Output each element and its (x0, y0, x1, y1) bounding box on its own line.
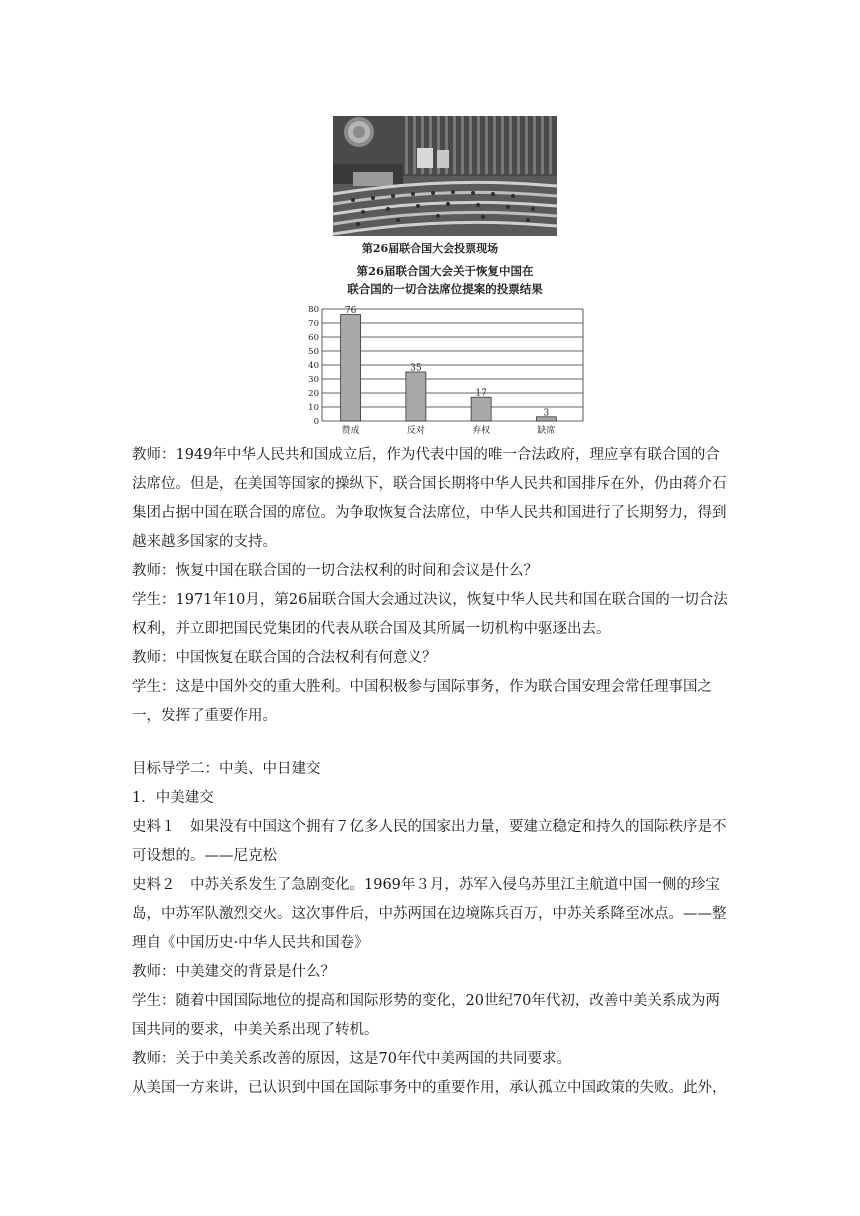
chart-title (0, 262, 860, 298)
chart-title-line-1: 第26届联合国大会关于恢复中国在 (356, 264, 534, 278)
y-tick-label: 0 (313, 417, 319, 427)
bar-1 (406, 372, 426, 421)
data-label-3: 3 (543, 408, 550, 419)
category-label-0: 赞成 (341, 426, 360, 436)
y-tick-label: 20 (308, 389, 319, 399)
y-tick-label: 10 (308, 403, 319, 413)
category-label-1: 反对 (406, 426, 425, 436)
un-assembly-photo (333, 116, 557, 236)
category-label-3: 缺席 (537, 426, 556, 436)
category-label-2: 弃权 (472, 426, 491, 436)
bar-2 (471, 397, 491, 421)
subsection-title: 1．中美建交 (132, 790, 214, 806)
vote-bar-chart (300, 300, 590, 444)
section-two (132, 755, 732, 1103)
teacher-question-3: 教师：中美建交的背景是什么？ (132, 964, 335, 980)
teacher-question-2: 教师：中国恢复在联合国的合法权利有何意义？ (132, 650, 437, 666)
data-label-0: 76 (344, 306, 357, 317)
student-answer-2: 学生：这是中国外交的重大胜利。中国积极参与国际事务，作为联合国安理会常任理事国之一，发挥了重要作用。 (132, 679, 712, 724)
chart-title-line-2: 联合国的一切合法席位提案的投票结果 (347, 282, 543, 296)
bar-0 (341, 315, 361, 421)
source-material-2: 史料２ 中苏关系发生了急剧变化。1969年３月，苏军入侵乌苏里江主航道中国一侧的珍宝岛，中苏军队激烈交火。这次事件后，中苏两国在边境陈兵百万，中苏关系降至冰点。——整理自《中国历史·中华人民共和国卷》 (132, 877, 727, 951)
body-text (132, 441, 732, 731)
data-label-2: 17 (475, 388, 487, 399)
teacher-paragraph-1: 教师：1949年中华人民共和国成立后，作为代表中国的唯一合法政府，理应享有联合国的合法席位。但是，在美国等国家的操纵下，联合国长期将中华人民共和国排斥在外，仍由蒋介石集团占据中国在联合国的席位。为争取恢复合法席位，中华人民共和国进行了长期努力，得到越来越多国家的支持。 (132, 447, 727, 550)
y-tick-label: 70 (308, 319, 319, 329)
photo-caption: 第26届联合国大会投票现场 (361, 242, 499, 255)
y-tick-label: 30 (308, 375, 319, 385)
teacher-paragraph-2: 教师：关于中美关系改善的原因，这是70年代中美两国的共同要求。 (132, 1051, 571, 1067)
continuation-paragraph: 从美国一方来讲，已认识到中国在国际事务中的重要作用，承认孤立中国政策的失败。此外， (132, 1080, 727, 1096)
source-material-1: 史料１ 如果没有中国这个拥有７亿多人民的国家出力量，要建立稳定和持久的国际秩序是不可设想的。——尼克松 (132, 819, 727, 864)
student-answer-1: 学生：1971年10月，第26届联合国大会通过决议，恢复中华人民共和国在联合国的一切合法权利，并立即把国民党集团的代表从联合国及其所属一切机构中驱逐出去。 (132, 592, 728, 637)
y-tick-label: 60 (308, 333, 319, 343)
student-answer-3: 学生：随着中国国际地位的提高和国际形势的变化，20世纪70年代初，改善中美关系成为两国共同的要求，中美关系出现了转机。 (132, 993, 720, 1038)
y-tick-label: 40 (308, 361, 319, 371)
teacher-question-1: 教师：恢复中国在联合国的一切合法权利的时间和会议是什么？ (132, 563, 538, 579)
y-tick-label: 50 (308, 347, 319, 357)
data-label-1: 35 (410, 363, 422, 374)
y-tick-label: 80 (308, 305, 319, 315)
section-title: 目标导学二：中美、中日建交 (132, 761, 321, 777)
